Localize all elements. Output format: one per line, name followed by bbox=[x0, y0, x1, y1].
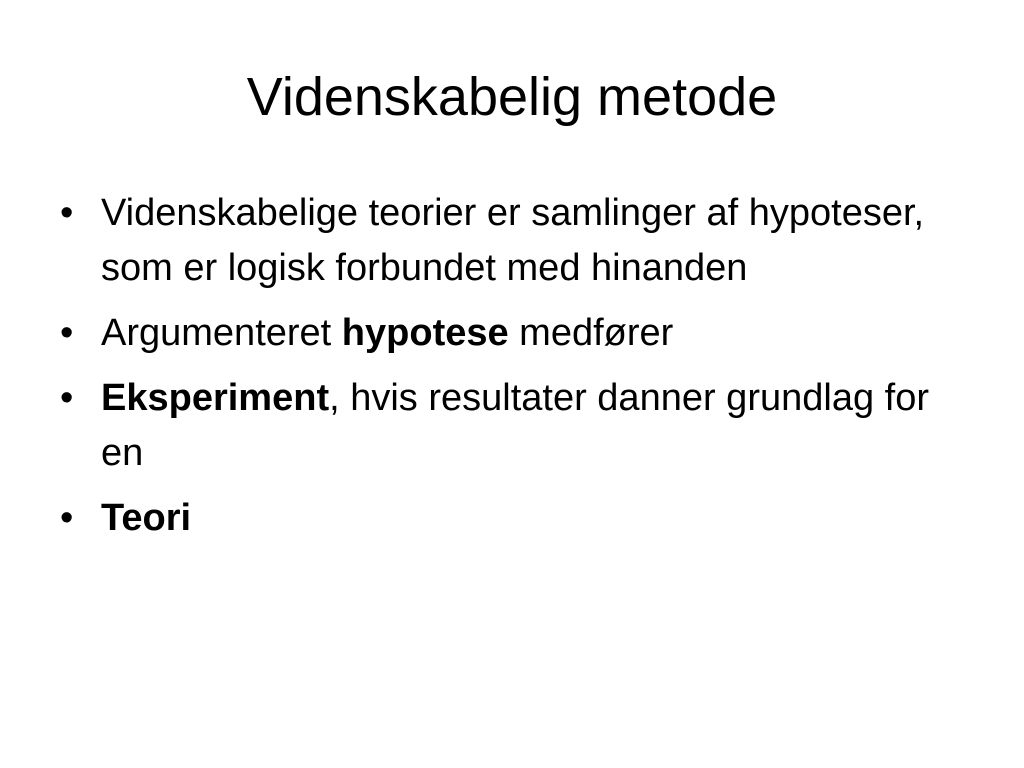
bullet-item-2 bbox=[60, 306, 960, 361]
bullet-text: Videnskabelige teorier er samlinger af hypoteser, som er logisk forbundet med hinanden bbox=[101, 192, 925, 289]
bullet-item-1 bbox=[60, 186, 960, 296]
bullet-text-suffix: , hvis resultater danner grundlag for en bbox=[101, 377, 929, 474]
bullet-icon: • bbox=[60, 312, 74, 354]
bullet-item-4 bbox=[60, 491, 960, 546]
bullet-text-bold: Eksperiment bbox=[101, 377, 330, 419]
bullet-item-3 bbox=[60, 371, 960, 481]
bullet-list bbox=[60, 186, 960, 556]
slide-title: Videnskabelig metode bbox=[246, 67, 778, 127]
bullet-icon: • bbox=[60, 192, 74, 234]
bullet-text-bold: Teori bbox=[101, 497, 192, 539]
bullet-icon: • bbox=[60, 377, 74, 419]
bullet-text-bold: hypotese bbox=[341, 312, 509, 354]
bullet-text-suffix: medfører bbox=[508, 312, 674, 354]
bullet-text-prefix: Argumenteret bbox=[101, 312, 342, 354]
bullet-icon: • bbox=[60, 497, 74, 539]
